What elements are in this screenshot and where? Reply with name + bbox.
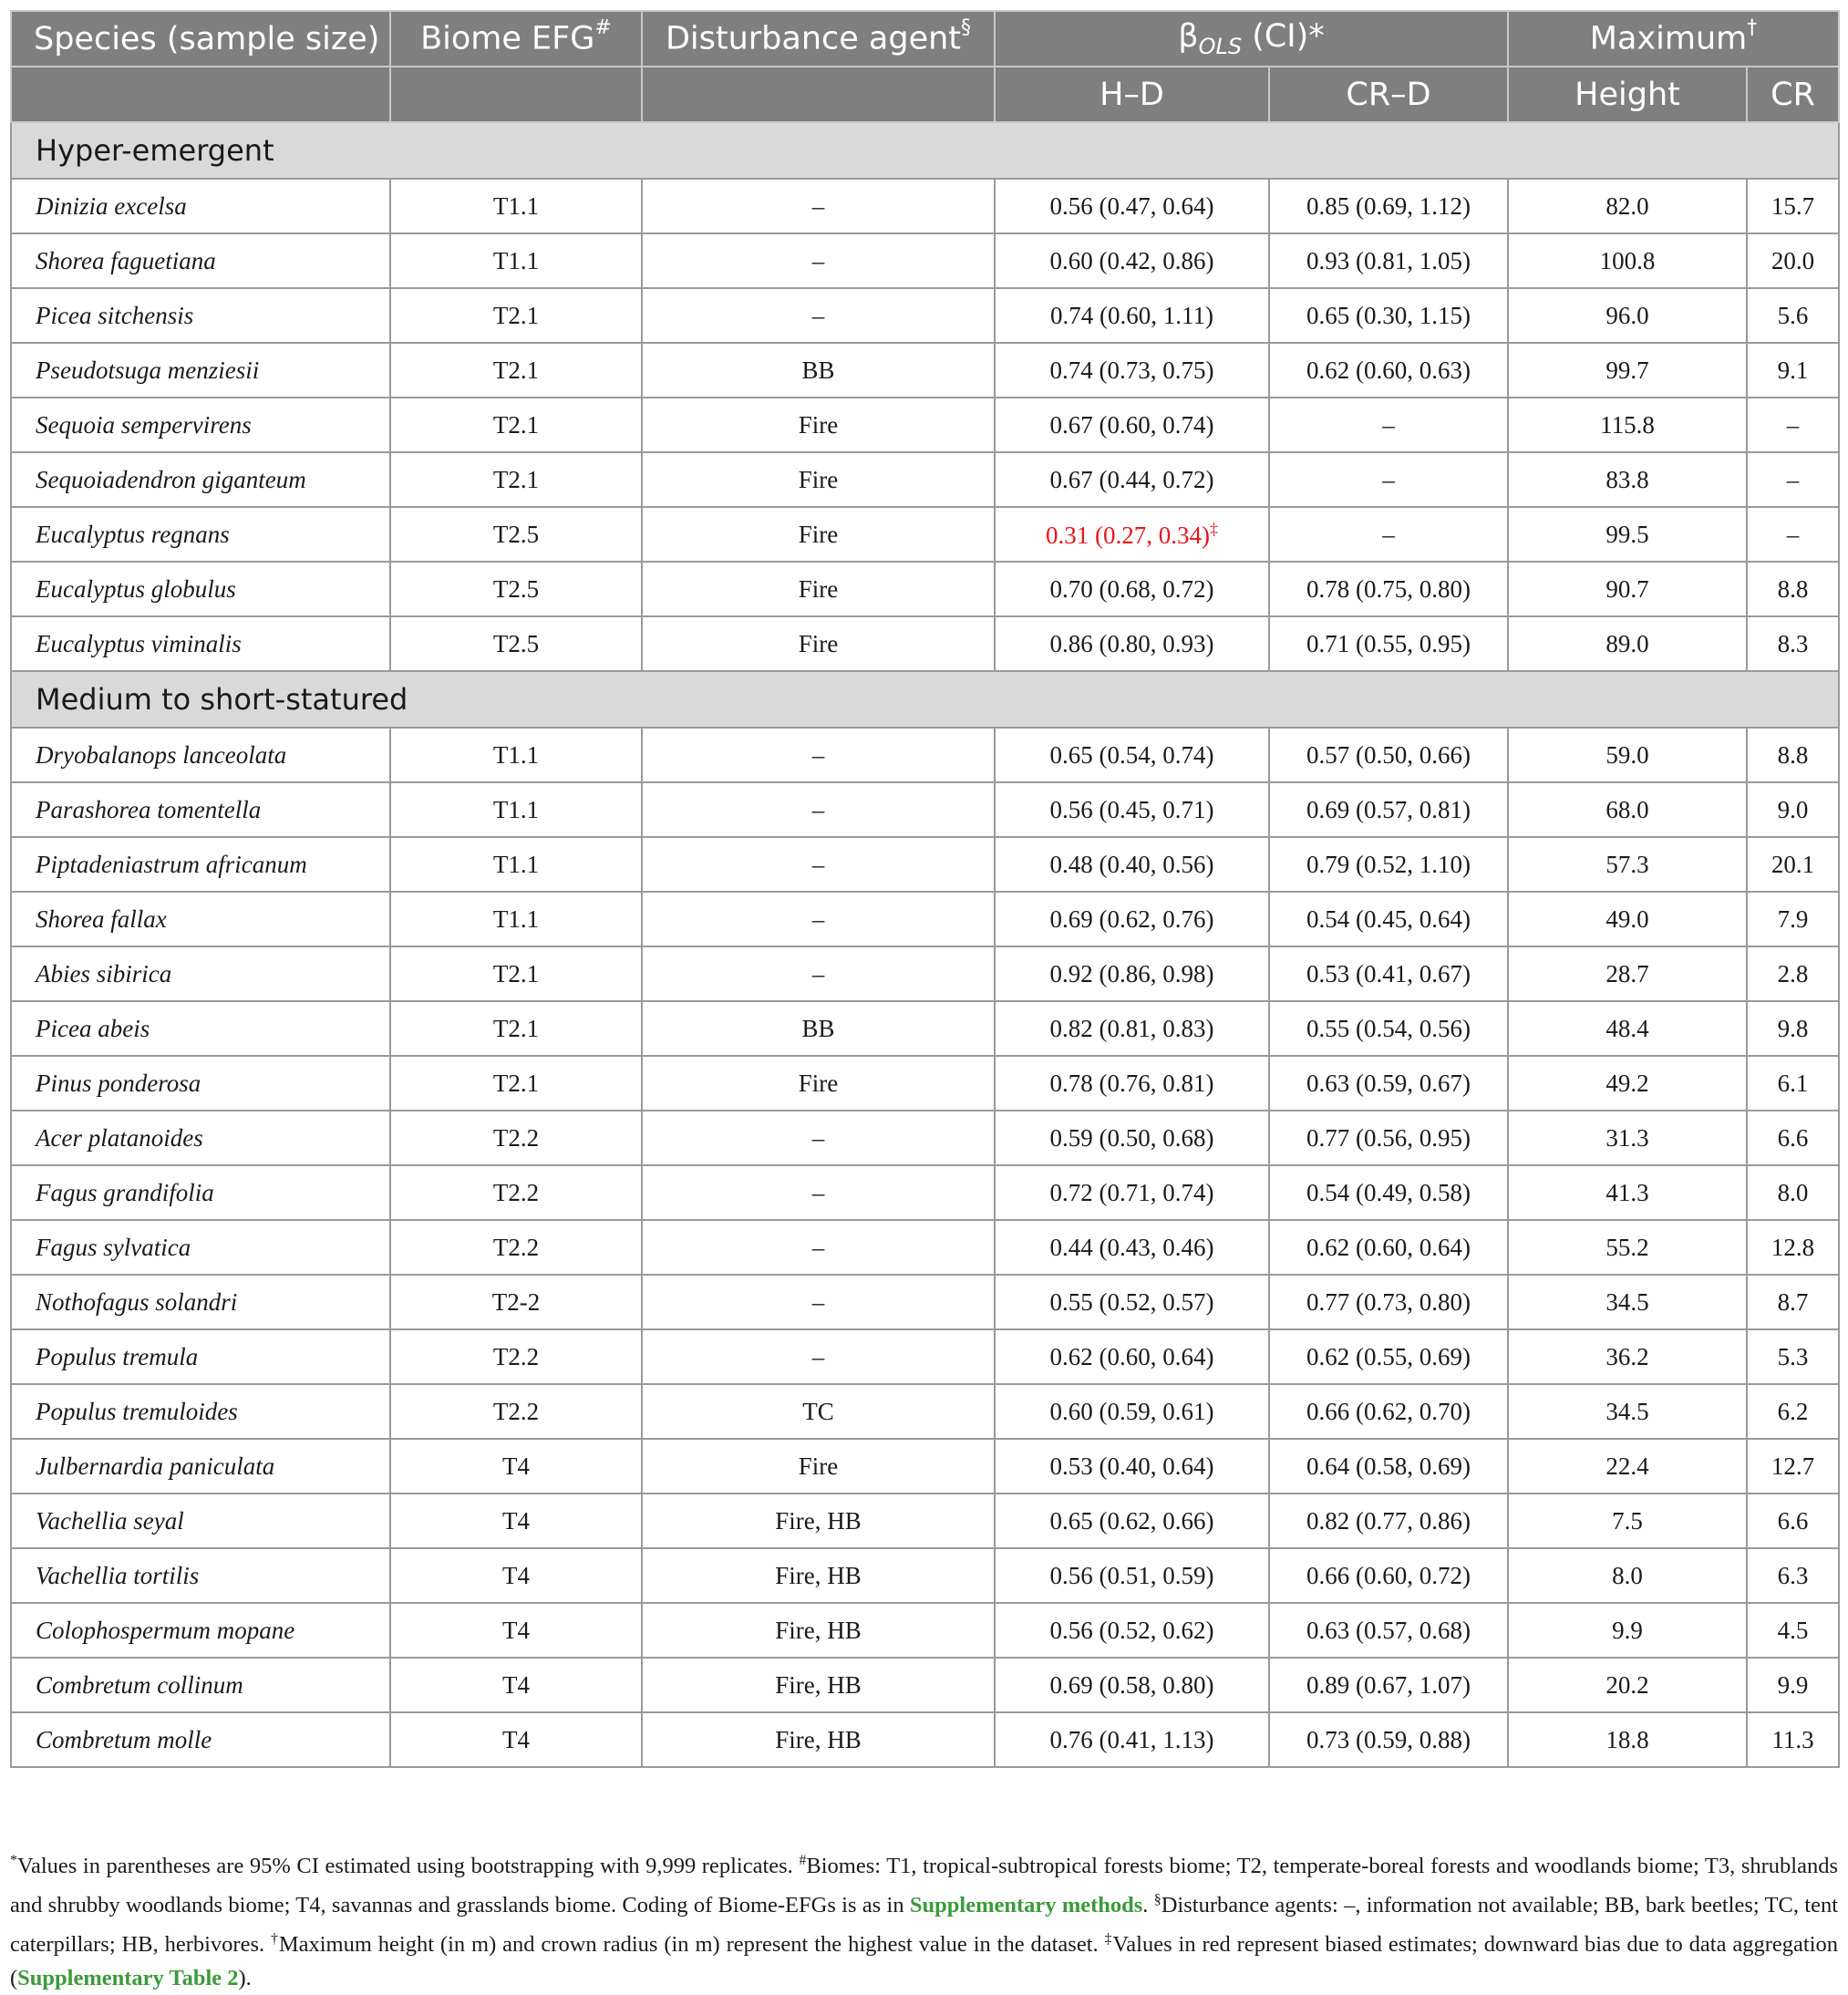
cell-height: 31.3 [1508, 1111, 1747, 1165]
cell-height: 115.8 [1508, 398, 1747, 452]
cell-species: Shorea faguetiana [11, 233, 390, 288]
cell-agent: Fire [642, 452, 995, 507]
cell-height: 9.9 [1508, 1603, 1747, 1658]
cell-species: Populus tremuloides [11, 1384, 390, 1439]
table-row [11, 1056, 1839, 1111]
table-row [11, 1603, 1839, 1658]
supplementary-methods-link[interactable]: Supplementary methods [909, 1893, 1143, 1918]
cell-height: 83.8 [1508, 452, 1747, 507]
cell-crd: – [1269, 507, 1508, 562]
cell-agent: Fire, HB [642, 1712, 995, 1767]
cell-species: Combretum molle [11, 1712, 390, 1767]
cell-agent: TC [642, 1384, 995, 1439]
cell-cr: 5.3 [1747, 1329, 1839, 1384]
cell-biome: T1.1 [390, 837, 642, 892]
table-row [11, 452, 1839, 507]
section-row [11, 671, 1839, 728]
cell-species: Pinus ponderosa [11, 1056, 390, 1111]
cell-hd: 0.62 (0.60, 0.64) [995, 1329, 1269, 1384]
cell-crd: 0.55 (0.54, 0.56) [1269, 1001, 1508, 1056]
cell-species: Fagus grandifolia [11, 1165, 390, 1220]
cell-species: Nothofagus solandri [11, 1275, 390, 1329]
cell-height: 36.2 [1508, 1329, 1747, 1384]
cell-cr: 8.3 [1747, 616, 1839, 671]
cell-agent: – [642, 233, 995, 288]
header-species: Species (sample size) [11, 11, 390, 67]
header-crd: CR–D [1269, 67, 1508, 122]
cell-hd: 0.72 (0.71, 0.74) [995, 1165, 1269, 1220]
cell-species: Pseudotsuga menziesii [11, 343, 390, 398]
cell-cr: 9.9 [1747, 1658, 1839, 1712]
cell-species: Colophospermum mopane [11, 1603, 390, 1658]
table-row [11, 233, 1839, 288]
cell-hd: 0.56 (0.45, 0.71) [995, 782, 1269, 837]
table-row [11, 1111, 1839, 1165]
cell-agent: Fire, HB [642, 1494, 995, 1548]
cell-crd: – [1269, 452, 1508, 507]
cell-agent: – [642, 892, 995, 946]
cell-species: Sequoia sempervirens [11, 398, 390, 452]
header-empty-3 [642, 67, 995, 122]
cell-agent: – [642, 837, 995, 892]
cell-crd: 0.66 (0.60, 0.72) [1269, 1548, 1508, 1603]
cell-biome: T2.1 [390, 1056, 642, 1111]
cell-crd: 0.77 (0.73, 0.80) [1269, 1275, 1508, 1329]
cell-height: 34.5 [1508, 1275, 1747, 1329]
cell-cr: 6.6 [1747, 1111, 1839, 1165]
cell-cr: 8.8 [1747, 562, 1839, 616]
cell-agent: – [642, 728, 995, 782]
cell-cr: 12.7 [1747, 1439, 1839, 1494]
cell-cr: 6.6 [1747, 1494, 1839, 1548]
cell-biome: T4 [390, 1603, 642, 1658]
cell-crd: 0.69 (0.57, 0.81) [1269, 782, 1508, 837]
cell-hd: 0.76 (0.41, 1.13) [995, 1712, 1269, 1767]
cell-biome: T1.1 [390, 892, 642, 946]
cell-cr: 7.9 [1747, 892, 1839, 946]
cell-biome: T4 [390, 1494, 642, 1548]
cell-hd: 0.65 (0.62, 0.66) [995, 1494, 1269, 1548]
cell-cr: 12.8 [1747, 1220, 1839, 1275]
cell-agent: Fire [642, 1439, 995, 1494]
biased-value: 0.31 (0.27, 0.34) [1046, 521, 1210, 549]
cell-species: Sequoiadendron giganteum [11, 452, 390, 507]
cell-agent: – [642, 1275, 995, 1329]
cell-crd: 0.71 (0.55, 0.95) [1269, 616, 1508, 671]
cell-species: Fagus sylvatica [11, 1220, 390, 1275]
section-row [11, 122, 1839, 179]
cell-agent: Fire, HB [642, 1603, 995, 1658]
cell-agent: – [642, 179, 995, 233]
cell-species: Piptadeniastrum africanum [11, 837, 390, 892]
cell-cr: 6.3 [1747, 1548, 1839, 1603]
cell-hd: 0.67 (0.60, 0.74) [995, 398, 1269, 452]
cell-cr: 6.1 [1747, 1056, 1839, 1111]
cell-agent: Fire [642, 1056, 995, 1111]
table-row [11, 343, 1839, 398]
table-row [11, 1329, 1839, 1384]
cell-species: Julbernardia paniculata [11, 1439, 390, 1494]
supplementary-table-2-link[interactable]: Supplementary Table 2 [17, 1966, 239, 1991]
header-cr: CR [1747, 67, 1839, 122]
header-biome: Biome EFG# [390, 11, 642, 67]
cell-species: Abies sibirica [11, 946, 390, 1001]
cell-crd: 0.79 (0.52, 1.10) [1269, 837, 1508, 892]
cell-biome: T2.2 [390, 1384, 642, 1439]
cell-agent: – [642, 288, 995, 343]
cell-biome: T2.1 [390, 946, 642, 1001]
data-table-container [10, 10, 1838, 1768]
cell-hd: 0.69 (0.62, 0.76) [995, 892, 1269, 946]
cell-biome: T4 [390, 1658, 642, 1712]
cell-hd: 0.86 (0.80, 0.93) [995, 616, 1269, 671]
table-row [11, 837, 1839, 892]
cell-species: Combretum collinum [11, 1658, 390, 1712]
cell-crd: 0.82 (0.77, 0.86) [1269, 1494, 1508, 1548]
cell-hd: 0.78 (0.76, 0.81) [995, 1056, 1269, 1111]
cell-crd: 0.62 (0.60, 0.63) [1269, 343, 1508, 398]
table-row [11, 1220, 1839, 1275]
cell-biome: T1.1 [390, 179, 642, 233]
cell-height: 41.3 [1508, 1165, 1747, 1220]
header-beta: $\beta_{OLS}$ (CI)* [995, 11, 1508, 67]
cell-cr: 9.1 [1747, 343, 1839, 398]
table-row [11, 782, 1839, 837]
cell-hd: 0.44 (0.43, 0.46) [995, 1220, 1269, 1275]
cell-crd: 0.78 (0.75, 0.80) [1269, 562, 1508, 616]
cell-height: 20.2 [1508, 1658, 1747, 1712]
cell-biome: T2.5 [390, 562, 642, 616]
section-title: Medium to short-statured [11, 671, 1839, 728]
cell-height: 68.0 [1508, 782, 1747, 837]
cell-cr: – [1747, 398, 1839, 452]
table-footnote: *Values in parentheses are 95% CI estimated using bootstrapping with 9,999 replicates. #Biomes: T1, tropical-subtropical forests biome; T2, temperate-boreal forests and woodlands biome; T3, shrublands and shrubby woodlands biome; T4, savannas and grasslands biome. Coding of Biome-EFGs is as in Supplementary methods. §Disturbance agents: –, information not available; BB, bark beetles; TC, tent caterpillars; HB, herbivores. †Maximum height (in m) and crown radius (in m) represent the highest value in the dataset. ‡Values in red represent biased estimates; downward bias due to data aggregation (Supplementary Table 2). [10, 1853, 1839, 1991]
cell-cr: 20.1 [1747, 837, 1839, 892]
cell-agent: Fire [642, 507, 995, 562]
cell-height: 99.7 [1508, 343, 1747, 398]
cell-species: Dryobalanops lanceolata [11, 728, 390, 782]
cell-agent: – [642, 1329, 995, 1384]
cell-height: 49.0 [1508, 892, 1747, 946]
cell-cr: 8.7 [1747, 1275, 1839, 1329]
cell-biome: T2.1 [390, 288, 642, 343]
cell-biome: T2.1 [390, 1001, 642, 1056]
cell-height: 55.2 [1508, 1220, 1747, 1275]
cell-crd: – [1269, 398, 1508, 452]
cell-height: 18.8 [1508, 1712, 1747, 1767]
header-empty-1 [11, 67, 390, 122]
table-row [11, 1001, 1839, 1056]
table-row [11, 728, 1839, 782]
cell-height: 96.0 [1508, 288, 1747, 343]
cell-species: Vachellia seyal [11, 1494, 390, 1548]
table-row [11, 1165, 1839, 1220]
cell-biome: T2.5 [390, 507, 642, 562]
cell-agent: – [642, 1111, 995, 1165]
cell-hd: 0.74 (0.73, 0.75) [995, 343, 1269, 398]
cell-biome: T4 [390, 1439, 642, 1494]
cell-hd: 0.60 (0.59, 0.61) [995, 1384, 1269, 1439]
cell-height: 48.4 [1508, 1001, 1747, 1056]
table-row [11, 507, 1839, 562]
cell-crd: 0.54 (0.45, 0.64) [1269, 892, 1508, 946]
cell-crd: 0.93 (0.81, 1.05) [1269, 233, 1508, 288]
cell-hd: 0.60 (0.42, 0.86) [995, 233, 1269, 288]
cell-agent: Fire, HB [642, 1548, 995, 1603]
cell-hd: 0.92 (0.86, 0.98) [995, 946, 1269, 1001]
cell-height: 59.0 [1508, 728, 1747, 782]
header-row-2 [11, 67, 1839, 122]
cell-species: Acer platanoides [11, 1111, 390, 1165]
cell-hd: 0.55 (0.52, 0.57) [995, 1275, 1269, 1329]
cell-hd: 0.56 (0.47, 0.64) [995, 179, 1269, 233]
cell-height: 8.0 [1508, 1548, 1747, 1603]
cell-height: 99.5 [1508, 507, 1747, 562]
cell-cr: 11.3 [1747, 1712, 1839, 1767]
cell-agent: Fire, HB [642, 1658, 995, 1712]
cell-hd: 0.48 (0.40, 0.56) [995, 837, 1269, 892]
cell-crd: 0.62 (0.60, 0.64) [1269, 1220, 1508, 1275]
cell-species: Dinizia excelsa [11, 179, 390, 233]
cell-agent: – [642, 1220, 995, 1275]
cell-species: Picea sitchensis [11, 288, 390, 343]
cell-agent: Fire [642, 616, 995, 671]
cell-height: 89.0 [1508, 616, 1747, 671]
cell-biome: T2.1 [390, 343, 642, 398]
cell-crd: 0.63 (0.59, 0.67) [1269, 1056, 1508, 1111]
cell-crd: 0.77 (0.56, 0.95) [1269, 1111, 1508, 1165]
table-row [11, 562, 1839, 616]
cell-crd: 0.85 (0.69, 1.12) [1269, 179, 1508, 233]
species-table [10, 10, 1840, 1768]
cell-species: Eucalyptus globulus [11, 562, 390, 616]
cell-crd: 0.54 (0.49, 0.58) [1269, 1165, 1508, 1220]
biased-mark: ‡ [1209, 519, 1218, 538]
cell-species: Vachellia tortilis [11, 1548, 390, 1603]
cell-cr: 8.0 [1747, 1165, 1839, 1220]
cell-hd: 0.82 (0.81, 0.83) [995, 1001, 1269, 1056]
cell-crd: 0.53 (0.41, 0.67) [1269, 946, 1508, 1001]
cell-biome: T4 [390, 1548, 642, 1603]
cell-hd: 0.70 (0.68, 0.72) [995, 562, 1269, 616]
cell-agent: BB [642, 343, 995, 398]
cell-hd: 0.74 (0.60, 1.11) [995, 288, 1269, 343]
cell-cr: 6.2 [1747, 1384, 1839, 1439]
cell-cr: – [1747, 452, 1839, 507]
cell-biome: T1.1 [390, 233, 642, 288]
cell-biome: T2.2 [390, 1329, 642, 1384]
cell-hd: 0.59 (0.50, 0.68) [995, 1111, 1269, 1165]
cell-agent: BB [642, 1001, 995, 1056]
cell-hd: 0.69 (0.58, 0.80) [995, 1658, 1269, 1712]
cell-hd: 0.65 (0.54, 0.74) [995, 728, 1269, 782]
cell-biome: T2-2 [390, 1275, 642, 1329]
cell-cr: – [1747, 507, 1839, 562]
cell-biome: T2.2 [390, 1165, 642, 1220]
header-hd: H–D [995, 67, 1269, 122]
cell-hd: 0.56 (0.52, 0.62) [995, 1603, 1269, 1658]
table-row [11, 1548, 1839, 1603]
cell-hd: 0.53 (0.40, 0.64) [995, 1439, 1269, 1494]
cell-height: 90.7 [1508, 562, 1747, 616]
header-empty-2 [390, 67, 642, 122]
cell-crd: 0.89 (0.67, 1.07) [1269, 1658, 1508, 1712]
cell-height: 82.0 [1508, 179, 1747, 233]
cell-height: 22.4 [1508, 1439, 1747, 1494]
table-row [11, 179, 1839, 233]
table-row [11, 946, 1839, 1001]
cell-cr: 20.0 [1747, 233, 1839, 288]
section-title: Hyper-emergent [11, 122, 1839, 179]
table-row [11, 1384, 1839, 1439]
table-row [11, 1275, 1839, 1329]
header-maximum: Maximum† [1508, 11, 1839, 67]
cell-biome: T1.1 [390, 782, 642, 837]
cell-crd: 0.64 (0.58, 0.69) [1269, 1439, 1508, 1494]
header-row-1 [11, 11, 1839, 67]
table-row [11, 398, 1839, 452]
cell-crd: 0.73 (0.59, 0.88) [1269, 1712, 1508, 1767]
table-row [11, 1712, 1839, 1767]
cell-crd: 0.57 (0.50, 0.66) [1269, 728, 1508, 782]
cell-biome: T2.5 [390, 616, 642, 671]
table-row [11, 1494, 1839, 1548]
cell-crd: 0.65 (0.30, 1.15) [1269, 288, 1508, 343]
cell-agent: – [642, 946, 995, 1001]
cell-crd: 0.63 (0.57, 0.68) [1269, 1603, 1508, 1658]
cell-species: Eucalyptus viminalis [11, 616, 390, 671]
cell-height: 34.5 [1508, 1384, 1747, 1439]
table-row [11, 616, 1839, 671]
cell-biome: T2.2 [390, 1220, 642, 1275]
table-body [11, 122, 1839, 1767]
header-height: Height [1508, 67, 1747, 122]
cell-cr: 9.0 [1747, 782, 1839, 837]
cell-species: Parashorea tomentella [11, 782, 390, 837]
cell-cr: 8.8 [1747, 728, 1839, 782]
cell-agent: – [642, 782, 995, 837]
table-row [11, 892, 1839, 946]
cell-hd [995, 507, 1269, 562]
cell-hd: 0.56 (0.51, 0.59) [995, 1548, 1269, 1603]
header-disturbance: Disturbance agent§ [642, 11, 995, 67]
cell-cr: 9.8 [1747, 1001, 1839, 1056]
cell-biome: T2.1 [390, 398, 642, 452]
cell-biome: T1.1 [390, 728, 642, 782]
cell-species: Populus tremula [11, 1329, 390, 1384]
cell-cr: 2.8 [1747, 946, 1839, 1001]
cell-height: 57.3 [1508, 837, 1747, 892]
cell-species: Shorea fallax [11, 892, 390, 946]
cell-biome: T2.1 [390, 452, 642, 507]
cell-height: 7.5 [1508, 1494, 1747, 1548]
cell-agent: Fire [642, 398, 995, 452]
cell-height: 28.7 [1508, 946, 1747, 1001]
cell-height: 49.2 [1508, 1056, 1747, 1111]
cell-biome: T4 [390, 1712, 642, 1767]
table-row [11, 1658, 1839, 1712]
cell-species: Eucalyptus regnans [11, 507, 390, 562]
cell-cr: 15.7 [1747, 179, 1839, 233]
cell-height: 100.8 [1508, 233, 1747, 288]
cell-agent: – [642, 1165, 995, 1220]
cell-cr: 4.5 [1747, 1603, 1839, 1658]
cell-crd: 0.62 (0.55, 0.69) [1269, 1329, 1508, 1384]
cell-cr: 5.6 [1747, 288, 1839, 343]
cell-agent: Fire [642, 562, 995, 616]
cell-crd: 0.66 (0.62, 0.70) [1269, 1384, 1508, 1439]
cell-biome: T2.2 [390, 1111, 642, 1165]
cell-species: Picea abeis [11, 1001, 390, 1056]
cell-hd: 0.67 (0.44, 0.72) [995, 452, 1269, 507]
table-row [11, 288, 1839, 343]
table-row [11, 1439, 1839, 1494]
table-header [11, 11, 1839, 122]
